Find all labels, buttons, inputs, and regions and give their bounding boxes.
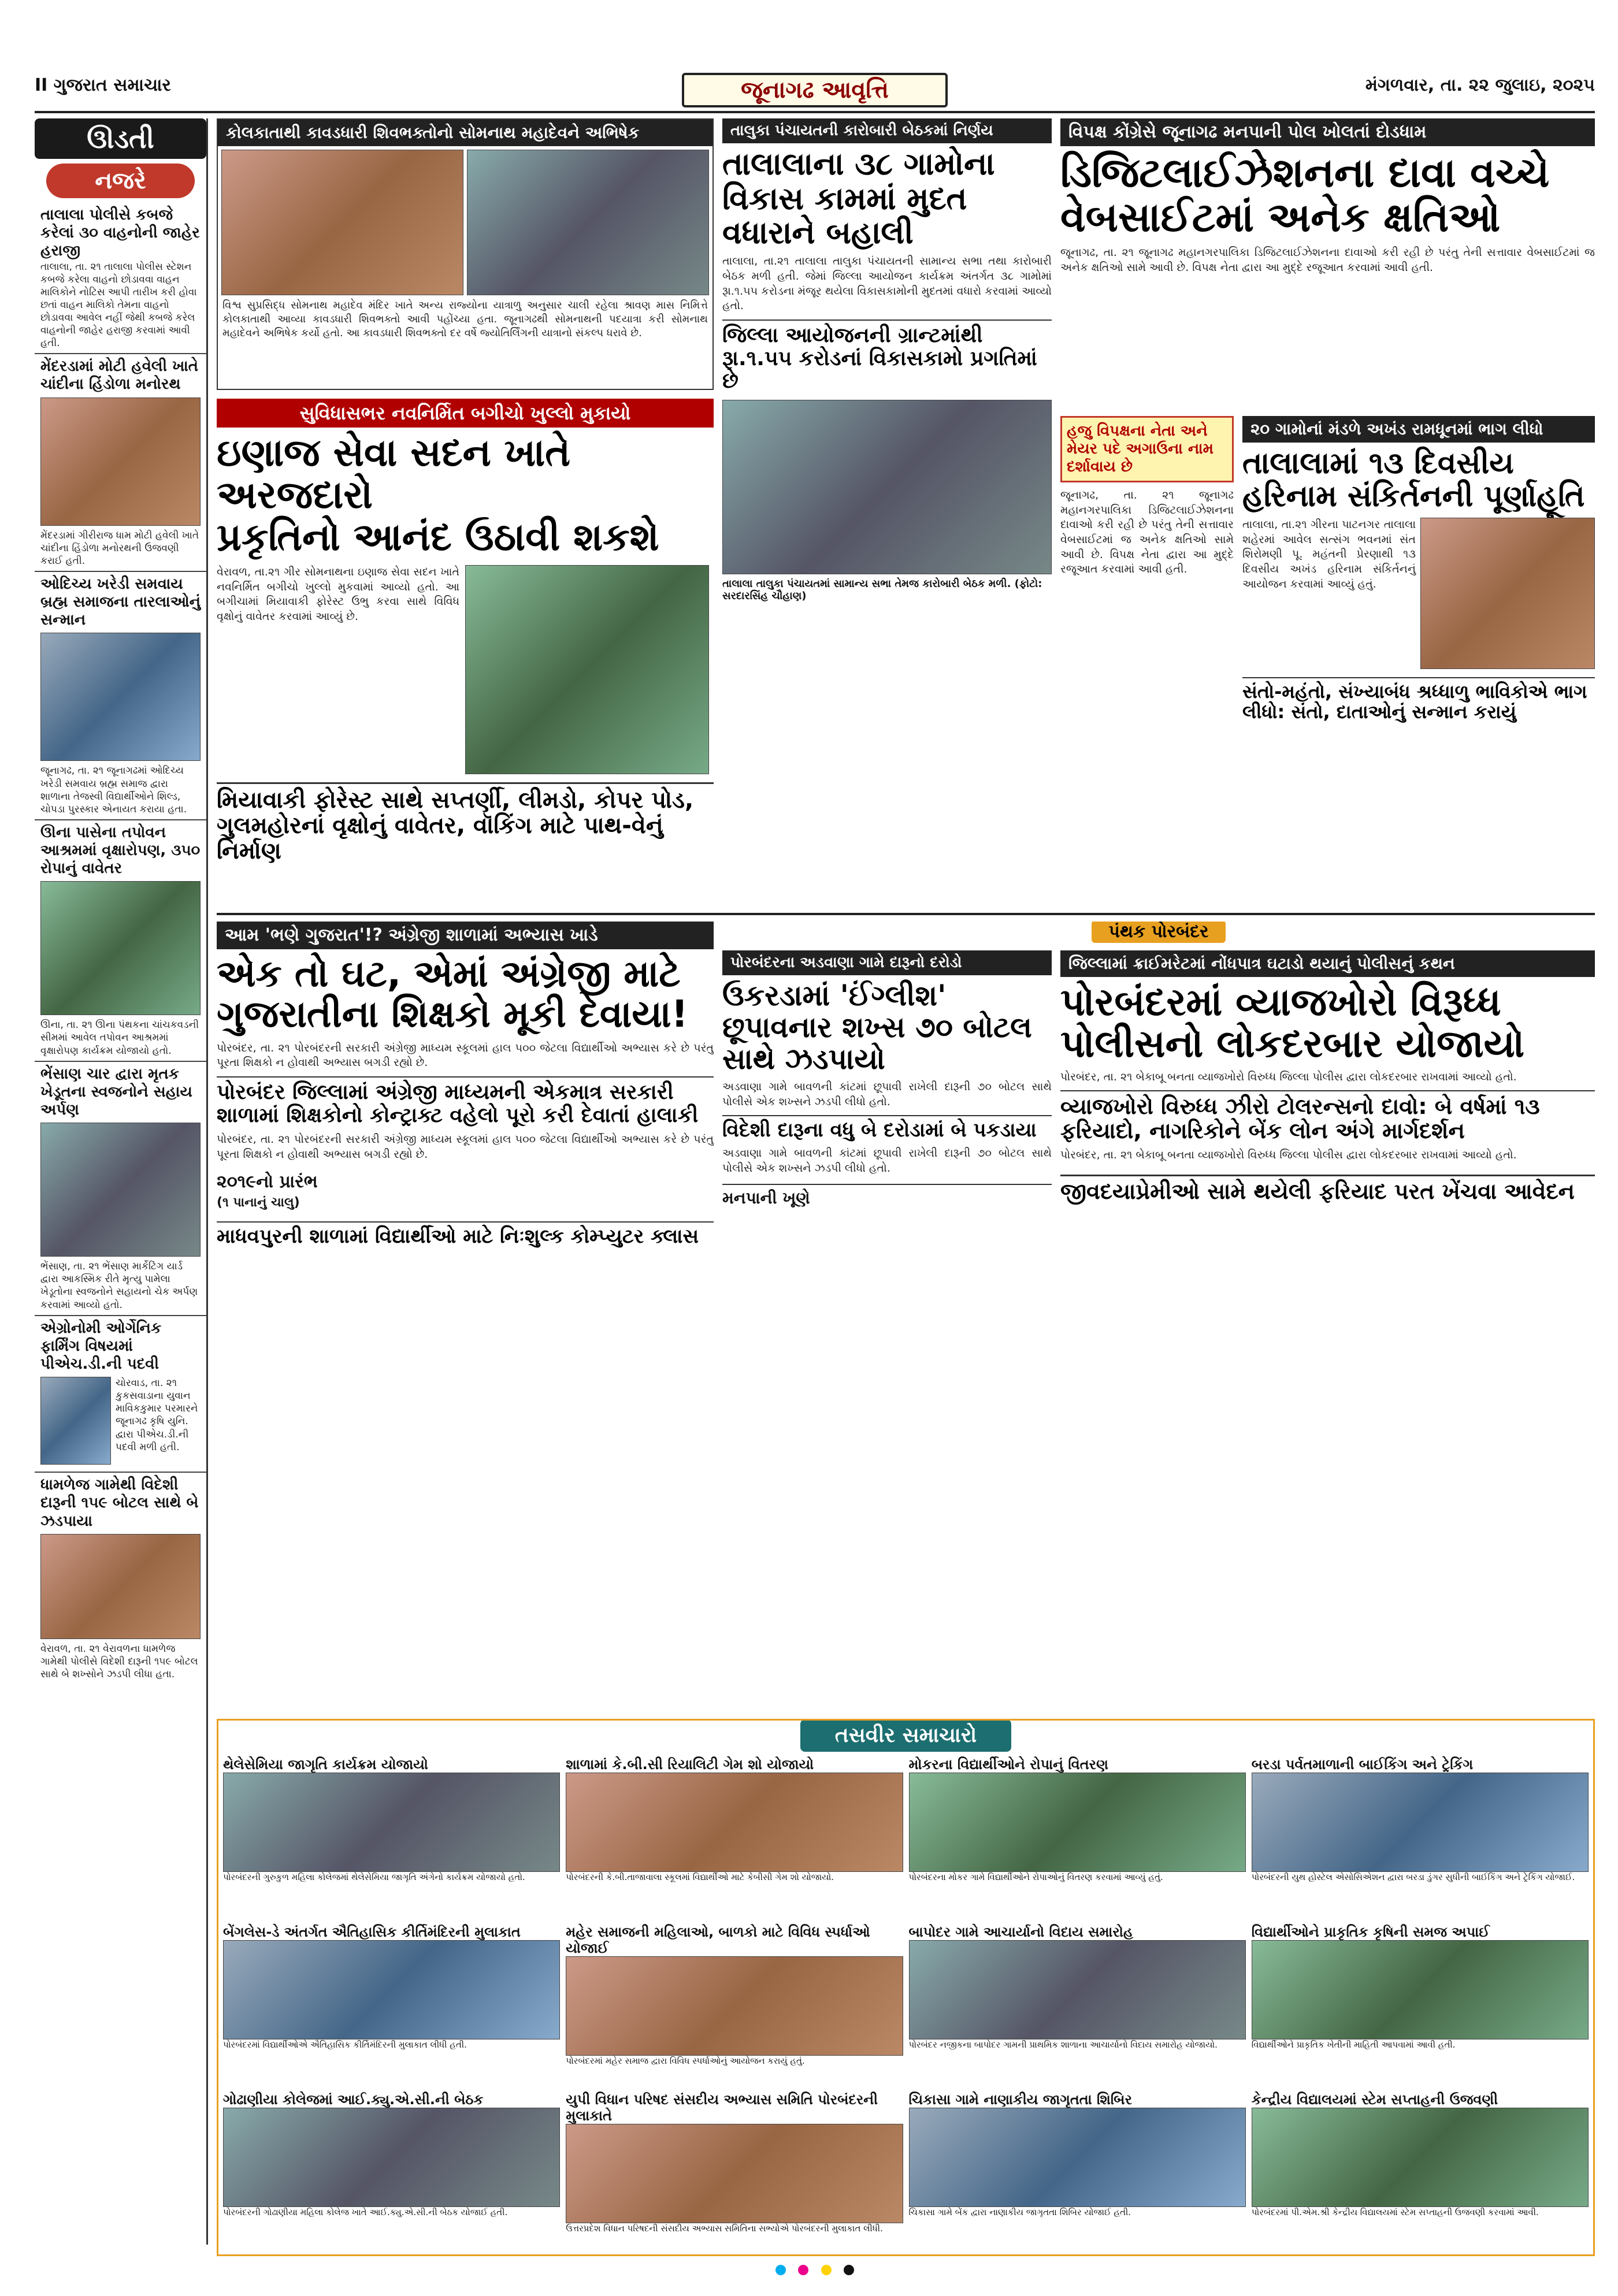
cyan-dot	[775, 2265, 786, 2275]
sidebar-item-text: મેંદરડામાં ગીરીરાજ ધામ મોટી હવેલી ખાતે ચાંદીના હિંડોળા મનોરથની ઉજવણી કરાઈ હતી.	[40, 529, 199, 567]
photo-news-image	[1252, 1773, 1589, 1872]
article-headline: ઇણાજ સેવા સદન ખાતે અરજદારો	[217, 430, 570, 517]
photo-news-caption: ચિકાસા ગામે બેંક દ્વારા નાણાકીય જાગૃતતા શિબિર યોજાઈ હતી.	[908, 2207, 1131, 2217]
article-body: પોરબંદર, તા. ૨૧ બેકાબૂ બનતા વ્યાજખોરો વિરુધ્ધ જિલ્લા પોલીસ દ્વારા લોકદરબાર રાખવામાં આવ્યો હતો.	[1060, 1070, 1517, 1083]
photo-news-item	[566, 1756, 903, 1918]
article-body: પોરબંદર, તા. ૨૧ બેકાબૂ બનતા વ્યાજખોરો વિરુધ્ધ જિલ્લા પોલીસ દ્વારા લોકદરબાર રાખવામાં આવ્યો હતો.	[1060, 1149, 1517, 1162]
photo-news-image	[566, 1773, 903, 1872]
photo-news-item-title: ચિકાસા ગામે નાણાકીય જાગૃતતા શિબિર	[908, 2091, 1132, 2108]
sidebar-item-text: ઊના, તા. ૨૧ ઊના પંથકના ચાંચકવડની સીમમાં આવેલ તપોવન આશ્રમમાં વૃક્ષારોપણ કાર્યક્રમ યોજાયો હતો.	[40, 1019, 199, 1057]
article-ishaj	[217, 399, 714, 907]
article-body: પોરબંદર, તા. ૨૧ પોરબંદરની સરકારી અંગ્રેજી માધ્યમ સ્કૂલમાં હાલ ૫૦૦ જેટલા વિદ્યાર્થીઓ અભ્યાસ કરે છે પરંતુ પૂરતા શિક્ષકો ન હોવાથી અભ્યાસ બગડી રહ્યો છે.	[217, 1041, 714, 1069]
article-body: જૂનાગઢ, તા. ૨૧ જૂનાગઢ મહાનગરપાલિકા ડિજિટલાઈઝેશનના દાવાઓ કરી રહી છે પરંતુ તેની સત્તાવાર વેબસાઈટમાં જ અનેક ક્ષતિઓ સામે આવી છે. વિપક્ષ નેતા દ્વારા આ મુદ્દે રજૂઆત કરવામાં આવી હતી.	[1060, 246, 1595, 274]
edition-title: જૂનાગઢ આવૃત્તિ	[682, 73, 948, 107]
article-headline: પ્રકૃતિનો આનંદ ઉઠાવી શકશે	[217, 514, 659, 559]
sidebar-item	[35, 1472, 206, 1684]
sidebar-subtitle: નજરે	[46, 164, 195, 198]
sidebar	[35, 118, 208, 2245]
sidebar-item-text: વેરાવળ, તા. ૨૧ વેરાવળના ધામળેજ ગામેથી પોલીસે વિદેશી દારૂની ૧૫૯ બોટલ સાથે બે શખ્સોને ઝડપી લીધા હતા.	[40, 1643, 198, 1680]
sidebar-item	[35, 571, 206, 819]
photo-news-caption: પોરબંદરમાં મહેર સમાજ દ્વારા વિવિધ સ્પર્ધાઓનું આયોજન કરાયું હતું.	[566, 2056, 805, 2066]
masthead-rule	[35, 111, 1595, 113]
photo-caption: તાલાલા તાલુકા પંચાયતમાં સામાન્ય સભા તેમજ કારોબારી બેઠક મળી. (ફોટો: સરદારસિંહ ચૌહાણ)	[722, 577, 1042, 602]
article-body: વિશ્વ સુપ્રસિદ્ધ સોમનાથ મહાદેવ મંદિર ખાતે અન્ય રાજ્યોના યાત્રાળુ અનુસાર ચાલી રહેલા શ્રાવણ માસ નિમિત્તે કોલકાતાથી આવ્યા કાવડધારી શિવભક્તો આવી પહોંચ્યા હતા. જૂનાગઢથી સોમનાથની પદયાત્રા કરી સોમનાથ મહાદેવને અભિષેક કર્યો હતો. આ કાવડધારી શિવભક્તો દર વર્ષે જ્યોતિર્લિંગની યાત્રાનો સંકલ્પ ધરાવે છે.	[222, 299, 708, 340]
highlight-box: હજુ વિપક્ષના નેતા અને મેયર પદે અગાઉના નામ દર્શાવાય છે	[1060, 416, 1234, 482]
sidebar-item	[35, 1061, 206, 1315]
sidebar-item-title: ઓદિચ્ય ખરેડી સમવાય બ્રહ્મ સમાજના તારલાઓનું સન્માન	[40, 575, 201, 629]
photo-news-caption: પોરબંદરના મોકર ગામે વિદ્યાર્થીઓને રોપાઓનું વિતરણ કરવામાં આવ્યું હતું.	[908, 1872, 1163, 1882]
page-label: II ગુજરાત સમાચાર	[35, 75, 171, 95]
article-gujarati	[217, 922, 714, 1713]
continued-label: (૧ પાનાનું ચાલુ)	[217, 1195, 300, 1210]
article-photo	[722, 400, 1052, 574]
photo-news-item	[566, 2091, 903, 2253]
photo-news-image	[909, 2108, 1246, 2207]
photo-news-item	[1252, 2091, 1589, 2253]
article-headline: તાલાલામાં ૧૩ દિવસીય હરિનામ સંકિર્તનની પૂર્ણાહૂતિ	[1242, 445, 1585, 514]
sidebar-item-title: તાલાલા પોલીસે કબજે કરેલાં ૩૦ વાહનોની જાહેર હરાજી	[40, 206, 200, 260]
article-kicker: પોરબંદરના અડવાણા ગામે દારૂનો દરોડો	[722, 950, 1052, 975]
article-headline: એક તો ઘટ, એમાં અંગ્રેજી માટે	[217, 953, 681, 995]
photo-news-item-title: બાપોદર ગામે આચાર્યાનો વિદાય સમારોહ	[908, 1924, 1133, 1940]
sidebar-item-text: ચોરવાડ, તા. ૨૧ કુકસવાડાના યુવાન માવિકકુમાર પરમારને જૂનાગઢ કૃષિ યુનિ. દ્વારા પીએચ.ડી.ની પદવી મળી હતી.	[116, 1377, 198, 1453]
article-vyajkhor	[1060, 950, 1595, 1713]
article-body: પોરબંદર, તા. ૨૧ પોરબંદરની સરકારી અંગ્રેજી માધ્યમ સ્કૂલમાં હાલ ૫૦૦ જેટલા વિદ્યાર્થીઓ અભ્યાસ કરે છે પરંતુ પૂરતા શિક્ષકો ન હોવાથી અભ્યાસ બગડી રહ્યો છે.	[217, 1133, 714, 1161]
photo-news-item	[1252, 1756, 1589, 1918]
sidebar-title: ઊડતી	[35, 118, 206, 159]
photo-news-image	[223, 1940, 560, 2039]
photo-news-item	[566, 1924, 903, 2086]
photo-news	[217, 1719, 1595, 2256]
photo-news-caption: પોરબંદરની ગોઢાણીયા મહિલા કોલેજ ખાતે આઈ.ક્યુ.એ.સી.ની બેઠક યોજાઈ હતી.	[223, 2207, 508, 2217]
photo-news-item-title: કેન્દ્રીય વિદ્યાલયમાં સ્ટેમ સપ્તાહની ઉજવણી	[1251, 2091, 1498, 2108]
article-subhead: માધવપુરની શાળામાં વિદ્યાર્થીઓ માટે નિઃશુલ્ક કોમ્પ્યુટર ક્લાસ	[217, 1221, 714, 1247]
photo-news-caption: પોરબંદરમાં પી.એમ.શ્રી કેન્દ્રીય વિદ્યાલયમાં સ્ટેમ સપ્તાહની ઉજવણી કરવામાં આવી.	[1251, 2207, 1539, 2217]
photo-news-title: તસવીર સમાચારો	[800, 1719, 1012, 1752]
photo-news-image	[909, 1940, 1246, 2039]
photo-news-caption: પોરબંદરની ગુરુકુળ મહિલા કોલેજમાં થેલેસેમિયા જાગૃતિ અંગેનો કાર્યક્રમ યોજાયો હતો.	[223, 1872, 525, 1882]
sidebar-photo	[40, 881, 201, 1015]
article-body: તાલાલા, તા.૨૧ તાલાલા તાલુકા પંચાયતની સામાન્ય સભા તથા કારોબારી બેઠક મળી હતી. જેમાં જિલ્લા આયોજન કાર્યક્રમ અંતર્ગત ૩૮ ગામોમાં રૂા.૧.૫૫ કરોડના મંજૂર થયેલા વિકાસકામોની મુદતમાં વધારો કરવામાં આવ્યો હતો.	[722, 255, 1052, 313]
photo-news-item	[223, 1756, 560, 1918]
yellow-dot	[821, 2265, 832, 2275]
magenta-dot	[798, 2265, 808, 2275]
photo-news-item	[909, 1924, 1246, 2086]
sidebar-item-title: ધામળેજ ગામેથી વિદેશી દારૂની ૧૫૯ બોટલ સાથે બે ઝડપાયા	[40, 1476, 199, 1530]
article-subhead: સંતો-મહંતો, સંખ્યાબંધ શ્રધ્ધાળુ ભાવિકોએ ભાગ લીધો: સંતો, દાતાઓનું સન્માન કરાયું	[1242, 677, 1595, 722]
photo-news-caption: પોરબંદરની કે.બી.તાજાવાલા સ્કૂલમાં વિદ્યાર્થીઓ માટે કેબીસી ગેમ શો યોજાયો.	[566, 1872, 834, 1882]
photo-news-caption: પોરબંદરની યુથ હોસ્ટેલ એસોસિએશન દ્વારા બરડા ડુંગર સુધીની બાઈકિંગ અને ટ્રેકિંગ યોજાઈ.	[1251, 1872, 1575, 1882]
photo-news-caption: પોરબંદર નજીકના બાપોદર ગામની પ્રાથમિક શાળાના આચાર્યાનો વિદાય સમારોહ યોજાયો.	[908, 2039, 1218, 2050]
portrait-photo	[40, 1377, 111, 1465]
article-kicker: કોલકાતાથી કાવડધારી શિવભક્તોનો સોમનાથ મહાદેવને અભિષેક	[218, 120, 712, 146]
photo-news-image	[1252, 1940, 1589, 2039]
article-body: જૂનાગઢ, તા. ૨૧ જૂનાગઢ મહાનગરપાલિકા ડિજિટલાઈઝેશનના દાવાઓ કરી રહી છે પરંતુ તેની સત્તાવાર વેબસાઈટમાં જ અનેક ક્ષતિઓ સામે આવી છે. વિપક્ષ નેતા દ્વારા આ મુદ્દે રજૂઆત કરવામાં આવી હતી.	[1060, 489, 1234, 576]
article-kicker: આમ 'ભણે ગુજરાત'!? અંગ્રેજી શાળામાં અભ્યાસ ખાડે	[217, 922, 714, 949]
article-photo	[221, 150, 463, 295]
article-digital	[1060, 118, 1595, 407]
article-talala	[722, 118, 1052, 904]
photo-news-caption: વિદ્યાર્થીઓને પ્રાકૃતિક ખેતીની માહિતી આપવામાં આવી હતી.	[1251, 2039, 1456, 2050]
photo-news-item-title: ગોઢાણીયા કોલેજમાં આઈ.ક્યુ.એ.સી.ની બેઠક	[223, 2091, 484, 2108]
article-kavad	[217, 118, 714, 390]
sidebar-photo	[40, 397, 201, 526]
photo-news-image	[566, 2124, 903, 2223]
article-body: અડવાણા ગામે બાવળની કાંટમાં છૂપાવી રાખેલી દારૂની ૭૦ બોટલ સાથે પોલીસે એક શખ્સને ઝડપી લીધો હતો.	[722, 1080, 1052, 1108]
photo-news-image	[566, 1956, 903, 2056]
article-subhead: મિયાવાકી ફોરેસ્ટ સાથે સપ્તર્ણી, લીમડો, કોપર પોડ,	[217, 782, 714, 813]
article-headline: ગુજરાતીના શિક્ષકો મૂકી દેવાયા!	[217, 993, 688, 1036]
article-subhead: વ્યાજખોરો વિરુધ્ધ ઝીરો ટોલરન્સનો દાવો: બે વર્ષમાં ૧૩ ફરિયાદો, નાગરિકોને બેંક લોન અંગે માર્ગદર્શન	[1060, 1090, 1595, 1143]
photo-news-item-title: મહેર સમાજની મહિલાઓ, બાળકો માટે વિવિધ સ્પર્ધાઓ યોજાઈ	[566, 1924, 870, 1956]
article-body: વેરાવળ, તા.૨૧ ગીર સોમનાથના ઇણાજ સેવા સદન ખાતે નવનિર્મિત બગીચો ખુલ્લો મુકવામાં આવ્યો હતો. આ બગીચામાં મિયાવાકી ફોરેસ્ટ ઉભુ કરવા સાથે વિવિધ વૃક્ષોનું વાવેતર કરવામાં આવ્યું છે.	[217, 566, 459, 623]
photo-news-item	[909, 1756, 1246, 1918]
article-body: અડવાણા ગામે બાવળની કાંટમાં છૂપાવી રાખેલી દારૂની ૭૦ બોટલ સાથે પોલીસે એક શખ્સને ઝડપી લીધો હતો.	[722, 1146, 1052, 1175]
sidebar-item-text: જૂનાગઢ, તા. ૨૧ જૂનાગઢમાં ઓદિચ્ય ખરેડી સમવાય બ્રહ્મ સમાજ દ્વારા શાળાના તેજસ્વી વિદ્યાર્થીઓને શિલ્ડ, ચોપડા પુરસ્કાર એનાયત કરાયા હતા.	[40, 765, 187, 815]
photo-news-item-title: શાળામાં કે.બી.સી રિયાલિટી ગેમ શો યોજાયો	[566, 1756, 814, 1773]
article-subhead: ૨૦૧૯નો પ્રારંભ	[217, 1171, 318, 1192]
section-label	[722, 922, 1595, 945]
section-label-text: પંથક પોરબંદર	[1092, 922, 1226, 943]
photo-news-item-title: બેંગલેસ-ડે અંતર્ગત ઐતિહાસિક કીર્તિમંદિરની મુલાકાત	[223, 1924, 521, 1940]
article-kicker: સુવિધાસભર નવનિર્મિત બગીચો ખુલ્લો મુકાયો	[217, 399, 714, 428]
sidebar-photo	[40, 1123, 201, 1257]
sidebar-item-title: એગ્રોનોમી ઓર્ગેનિક ફાર્મિંગ વિષયમાં પીએચ.ડી.ની પદવી	[40, 1319, 162, 1373]
sidebar-photo	[40, 1534, 201, 1639]
article-kicker: ૨૦ ગામોનાં મંડળે અખંડ રામધૂનમાં ભાગ લીધો	[1242, 416, 1595, 443]
article-subhead: જીવદયાપ્રેમીઓ સામે થયેલી ફરિયાદ પરત ખેંચવા આવેદન	[1060, 1175, 1595, 1204]
photo-news-image	[223, 2108, 560, 2207]
sidebar-item-title: મેંદરડામાં મોટી હવેલી ખાતે ચાંદીના હિંડોળા મનોરથ	[40, 358, 199, 393]
photo-news-item-title: થેલેસેમિયા જાગૃતિ કાર્યક્રમ યોજાયો	[223, 1756, 428, 1773]
photo-news-item	[223, 1924, 560, 2086]
article-subhead: ગુલમહોરનાં વૃક્ષોનું વાવેતર, વૉકિંગ માટે પાથ-વેનું નિર્માણ	[217, 812, 663, 865]
photo-news-item-title: મોકરના વિદ્યાર્થીઓને રોપાનું વિતરણ	[908, 1756, 1108, 1773]
article-body: તાલાલા, તા.૨૧ ગીરના પાટનગર તાલાલા શહેરમાં આવેલ સત્સંગ ભવનમાં સંત શિરોમણી પૂ. મહંતની પ્રેરણાથી ૧૩ દિવસીય અખંડ હરિનામ સંકિર્તનનું આયોજન કરવામાં આવ્યું હતું.	[1242, 518, 1416, 590]
sidebar-item	[35, 203, 206, 353]
sidebar-item-text: તાલાલા, તા. ૨૧ તાલાલા પોલીસ સ્ટેશન કબજે કરેલા વાહનો છોડાવવા વાહન માલિકોને નોટિસ આપી તારીખ કરી હોવા છતાં વાહન માલિકો તેમના વાહનો છોડાવવા આવેલ નહીં જેથી કબજે કરેલ વાહનોની જાહેર હરાજી કરવામાં આવી હતી.	[40, 261, 197, 350]
sidebar-item-title: ભેંસાણ ચાર દ્વારા મૃતક ખેડૂતના સ્વજનોને સહાય અર્પણ	[40, 1065, 192, 1119]
publication-date: મંગળવાર, તા. ૨૨ જુલાઇ, ૨૦૨૫	[1365, 75, 1595, 95]
article-photo	[1420, 518, 1595, 669]
photo-news-caption: પોરબંદરમાં વિદ્યાર્થીઓએ ઐતિહાસિક કીર્તિમંદિરની મુલાકાત લીધી હતી.	[223, 2039, 467, 2050]
article-headline: ઉકરડામાં 'ઈંગ્લીશ' છૂપાવનાર શખ્સ ૭૦ બોટલ સાથે ઝડપાયો	[722, 979, 1032, 1076]
section-rule	[217, 913, 1595, 915]
registration-marks	[35, 2265, 1595, 2282]
sidebar-item	[35, 1315, 206, 1472]
photo-news-image	[1252, 2108, 1589, 2207]
article-headline: પોરબંદરમાં વ્યાજખોરો વિરૂધ્ધ પોલીસનો લોકદરબાર યોજાયો	[1060, 979, 1525, 1067]
photo-news-image	[223, 1773, 560, 1872]
article-subhead: વિદેશી દારૂના વધુ બે દરોડામાં બે પકડાયા	[722, 1115, 1052, 1141]
photo-news-item	[223, 2091, 560, 2253]
article-daru	[722, 950, 1052, 1713]
article-headline: ડિજિટલાઈઝેશનના દાવા વચ્ચે વેબસાઈટમાં અનેક ક્ષતિઓ	[1060, 149, 1550, 241]
article-kicker: તાલુકા પંચાયતની કારોબારી બેઠકમાં નિર્ણય	[722, 118, 1052, 143]
sidebar-item	[35, 353, 206, 571]
sidebar-item-title: ઊના પાસેના તપોવન આશ્રમમાં વૃક્ષારોપણ, ૩૫૦ રોપાનું વાવેતર	[40, 823, 201, 878]
article-digital-box	[1060, 416, 1234, 901]
article-photo	[465, 565, 709, 774]
article-subhead: જિલ્લા આયોજનની ગ્રાન્ટમાંથી રૂા.૧.૫૫ કરોડનાં વિકાસકામો પ્રગતિમાં છે	[722, 319, 1052, 393]
sidebar-photo	[40, 633, 201, 761]
article-photo	[467, 150, 709, 295]
photo-news-item-title: યુપી વિધાન પરિષદ સંસદીય અભ્યાસ સમિતિ પોરબંદરની મુલાકાતે	[566, 2091, 878, 2124]
article-kicker: જિલ્લામાં ક્રાઈમરેટમાં નોંધપાત્ર ઘટાડો થયાનું પોલીસનું કથન	[1060, 950, 1595, 977]
photo-news-item	[1252, 1924, 1589, 2086]
article-headline: તાલાલાના ૩૮ ગામોના વિકાસ કામમાં મુદત વધારાને બહાલી	[722, 146, 995, 251]
sidebar-item-text: ભેંસાણ, તા. ૨૧ ભેંસાણ માર્કેટિંગ યાર્ડ દ્વારા આકસ્મિક રીતે મૃત્યુ પામેલા ખેડૂતોના સ્વજનોને સહાયનો ચેક અર્પણ કરવામાં આવ્યો હતો.	[40, 1261, 198, 1311]
sidebar-item	[35, 819, 206, 1061]
photo-news-caption: ઉત્તરપ્રદેશ વિધાન પરિષદની સંસદીય અભ્યાસ સમિતિના સભ્યોએ પોરબંદરની મુલાકાત લીધી.	[566, 2223, 883, 2234]
photo-news-item-title: વિદ્યાર્થીઓને પ્રાકૃતિક કૃષિની સમજ અપાઈ	[1251, 1924, 1490, 1940]
article-ramdhun	[1242, 416, 1595, 901]
photo-news-image	[909, 1773, 1246, 1872]
article-kicker: વિપક્ષ કોંગ્રેસે જૂનાગઢ મનપાની પોલ ખોલતાં દોડધામ	[1060, 118, 1595, 146]
article-subhead: પોરબંદર જિલ્લામાં અંગ્રેજી માધ્યમની એકમાત્ર સરકારી શાળામાં શિક્ષકોનો કોન્ટ્રાક્ટ વહેલો પૂરો કરી દેવાતાં હાલાકી	[217, 1076, 714, 1127]
photo-news-item	[909, 2091, 1246, 2253]
photo-news-item-title: બરડા પર્વતમાળાની બાઈકિંગ અને ટ્રેકિંગ	[1251, 1756, 1474, 1773]
black-dot	[844, 2265, 854, 2275]
article-subhead: મનપાની ખૂણે	[722, 1184, 1052, 1208]
